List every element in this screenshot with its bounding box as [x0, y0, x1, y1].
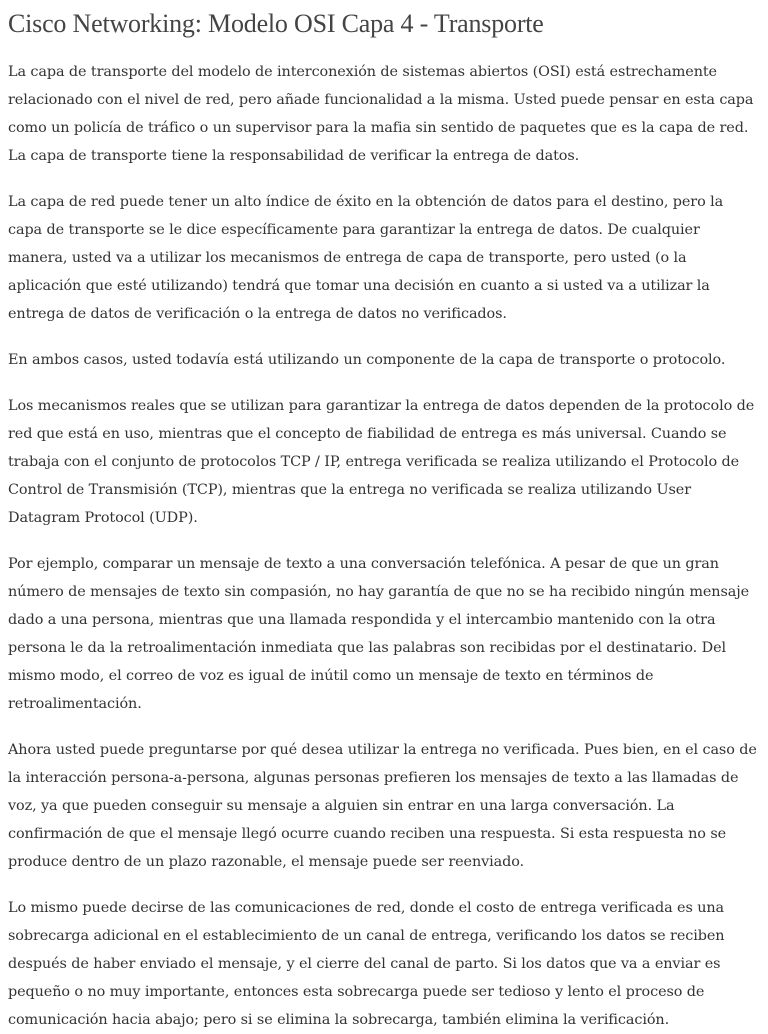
article-paragraph: En ambos casos, usted todavía está utilizando un componente de la capa de transporte o protocolo.	[8, 352, 726, 368]
article-paragraph: La capa de red puede tener un alto índice de éxito en la obtención de datos para el destino, pero la capa de transporte se le dice específicamente para garantizar la entrega de datos. De cualquier manera, usted va a utilizar los mecanismos de entrega de capa de transporte, pero usted (o la aplicación que esté utilizando) tendrá que tomar una decisión en cuanto a si usted va a utilizar la entrega de datos de verificación o la entrega de datos no verificados.	[8, 194, 724, 322]
article-paragraph: Ahora usted puede preguntarse por qué desea utilizar la entrega no verificada. Pues bien, en el caso de la interacción persona-a-persona, algunas personas prefieren los mensajes de texto a las llamadas de voz, ya que pueden conseguir su mensaje a alguien sin entrar en una larga conversación. La confirmación de que el mensaje llegó ocurre cuando reciben una respuesta. Si esta respuesta no se produce dentro de un plazo razonable, el mensaje puede ser reenviado.	[8, 742, 757, 870]
article-paragraph: Lo mismo puede decirse de las comunicaciones de red, donde el costo de entrega verificada es una sobrecarga adicional en el establecimiento de un canal de entrega, verificando los datos se reciben después de haber enviado el mensaje, y el cierre del canal de parto. Si los datos que va a enviar es pequeño o no muy importante, entonces esta sobrecarga puede ser tedioso y lento el proceso de comunicación hacia abajo; pero si se elimina la sobrecarga, también elimina la verificación.	[8, 900, 725, 1028]
article-title: Cisco Networking: Modelo OSI Capa 4 - Transporte	[8, 9, 544, 38]
article-paragraph: Por ejemplo, comparar un mensaje de texto a una conversación telefónica. A pesar de que un gran número de mensajes de texto sin compasión, no hay garantía de que no se ha recibido ningún mensaje dado a una persona, mientras que una llamada respondida y el intercambio mantenido con la otra persona le da la retroalimentación inmediata que las palabras son recibidas por el destinatario. Del mismo modo, el correo de voz es igual de inútil como un mensaje de texto en términos de retroalimentación.	[8, 556, 750, 712]
article-paragraph: La capa de transporte del modelo de interconexión de sistemas abiertos (OSI) está estrechamente relacionado con el nivel de red, pero añade funcionalidad a la misma. Usted puede pensar en esta capa como un policía de tráfico o un supervisor para la mafia sin sentido de paquetes que es la capa de red. La capa de transporte tiene la responsabilidad de verificar la entrega de datos.	[8, 64, 754, 164]
article-paragraph: Los mecanismos reales que se utilizan para garantizar la entrega de datos dependen de la protocolo de red que está en uso, mientras que el concepto de fiabilidad de entrega es más universal. Cuando se trabaja con el conjunto de protocolos TCP / IP, entrega verificada se realiza utilizando el Protocolo de Control de Transmisión (TCP), mientras que la entrega no verificada se realiza utilizando User Datagram Protocol (UDP).	[8, 398, 755, 526]
